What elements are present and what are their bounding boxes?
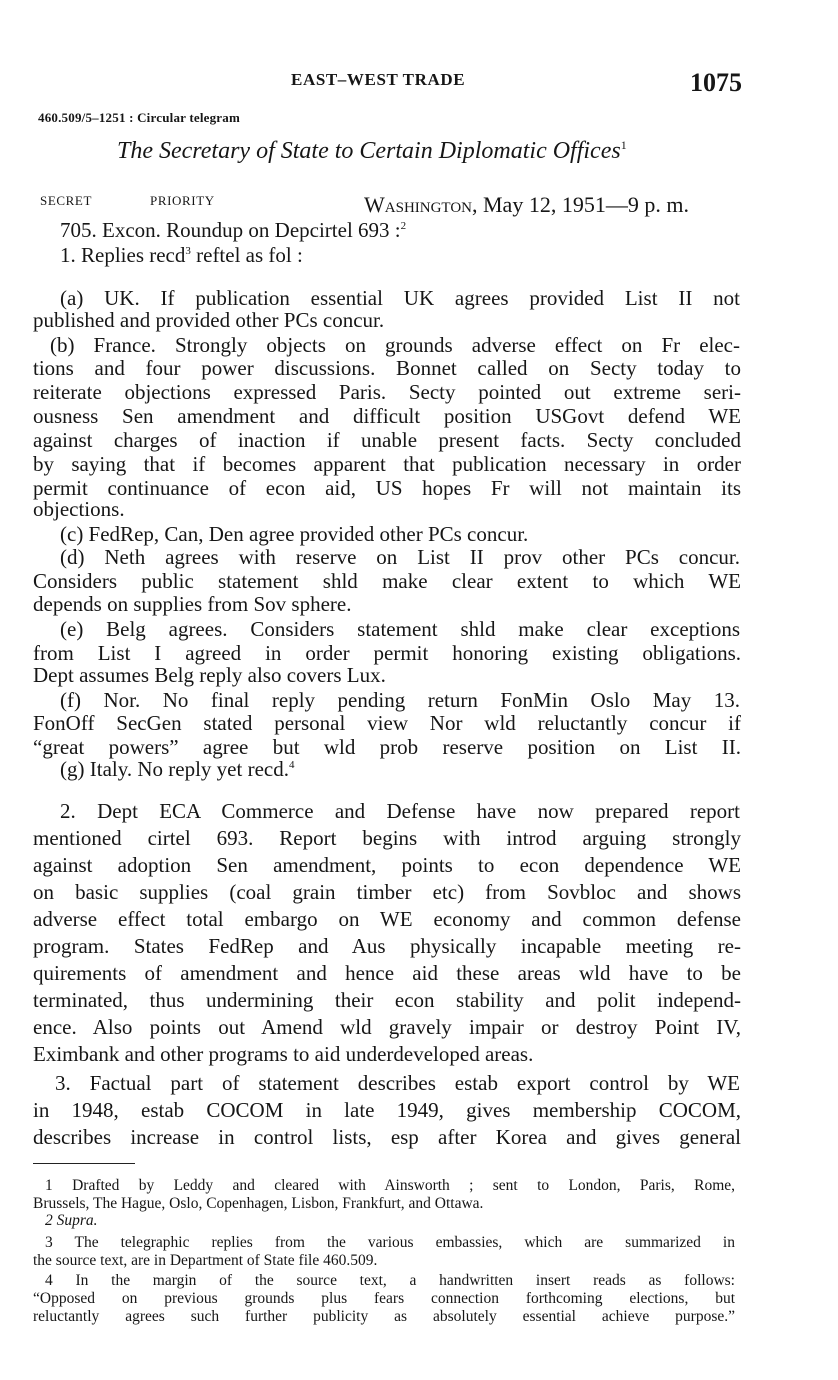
document-heading — [117, 138, 627, 165]
footnote-line: 4 In the margin of the source text, a handwritten insert reads as follows: — [45, 1272, 735, 1289]
body-line: terminated, thus undermining their econ stability and polit independ- — [33, 988, 741, 1012]
footnote-line: “Opposed on previous grounds plus fears connection forthcoming elections, but — [33, 1290, 735, 1307]
body-line: 2. Dept ECA Commerce and Defense have now prepared report — [60, 799, 740, 823]
page-number: 1075 — [690, 68, 742, 97]
body-line: on basic supplies (coal grain timber etc) from Sovbloc and shows — [33, 880, 741, 904]
footnote-line: 2 Supra. — [45, 1212, 98, 1229]
heading-text: The Secretary of State to Certain Diplomatic Offices — [117, 138, 621, 164]
body-line: objections. — [33, 497, 125, 521]
body-line: 705. Excon. Roundup on Depcirtel 693 :$^2$ — [60, 218, 407, 242]
priority-marking: PRIORITY — [150, 193, 215, 208]
body-line: mentioned cirtel 693. Report begins with introd arguing strongly — [33, 826, 741, 850]
body-line: 1. Replies recd$^3$ reftel as fol : — [60, 243, 303, 267]
body-line: (b) France. Strongly objects on grounds adverse effect on Fr elec- — [50, 333, 740, 357]
footnote-line: the source text, are in Department of State file 460.509. — [33, 1252, 378, 1269]
body-line: (g) Italy. No reply yet recd.$^4$ — [60, 757, 295, 781]
body-line: by saying that if becomes apparent that publication necessary in order — [33, 452, 741, 476]
body-line: program. States FedRep and Aus physically incapable meeting re- — [33, 934, 741, 958]
body-line: Dept assumes Belg reply also covers Lux. — [33, 663, 386, 687]
body-line: ousness Sen amendment and difficult position USGovt defend WE — [33, 404, 741, 428]
body-line: adverse effect total embargo on WE economy and common defense — [33, 907, 741, 931]
body-line: depends on supplies from Sov sphere. — [33, 592, 352, 616]
note-ref: 2 — [400, 220, 407, 232]
body-line: (c) FedRep, Can, Den agree provided other PCs concur. — [60, 522, 529, 546]
file-number: 460.509/5–1251 : Circular telegram — [38, 110, 241, 125]
body-line: reiterate objections expressed Paris. Secty pointed out extreme seri- — [33, 380, 741, 404]
footnote-line: 1 Drafted by Leddy and cleared with Ainsworth ; sent to London, Paris, Rome, — [45, 1177, 735, 1194]
body-line: 3. Factual part of statement describes estab export control by WE — [55, 1071, 740, 1095]
body-line: FonOff SecGen stated personal view Nor wld reluctantly concur if — [33, 711, 741, 735]
body-line: against adoption Sen amendment, points to econ dependence WE — [33, 853, 741, 877]
body-line: ence. Also points out Amend wld gravely impair or destroy Point IV, — [33, 1015, 741, 1039]
body-line: Eximbank and other programs to aid underdeveloped areas. — [33, 1042, 534, 1066]
body-line: from List I agreed in order permit honoring existing obligations. — [33, 641, 741, 665]
body-line: (a) UK. If publication essential UK agrees provided List II not — [60, 286, 740, 310]
body-line: published and provided other PCs concur. — [33, 308, 385, 332]
body-line: (d) Neth agrees with reserve on List II prov other PCs concur. — [60, 545, 740, 569]
classification: SECRET — [40, 193, 92, 208]
body-line: describes increase in control lists, esp after Korea and gives general — [33, 1125, 741, 1149]
footnote-line: Brussels, The Hague, Oslo, Copenhagen, Lisbon, Frankfurt, and Ottawa. — [33, 1195, 484, 1212]
dateline — [364, 192, 689, 218]
body-line: Considers public statement shld make clear extent to which WE — [33, 569, 741, 593]
footnote-rule — [33, 1163, 135, 1164]
body-line: in 1948, estab COCOM in late 1949, gives membership COCOM, — [33, 1098, 741, 1122]
body-line: quirements of amendment and hence aid these areas wld have to be — [33, 961, 741, 985]
body-line: “great powers” agree but wld prob reserve position on List II. — [33, 735, 741, 759]
place: Washington, — [364, 192, 478, 217]
date: May 12, 1951—9 p. m. — [483, 192, 689, 217]
footnote-line: reluctantly agrees such further publicity as absolutely essential achieve purpose.” — [33, 1308, 735, 1325]
body-line: (e) Belg agrees. Considers statement shld make clear exceptions — [60, 617, 740, 641]
body-line: permit continuance of econ aid, US hopes Fr will not maintain its — [33, 476, 741, 500]
body-line: against charges of inaction if unable present facts. Secty concluded — [33, 428, 741, 452]
body-line: (f) Nor. No final reply pending return FonMin Oslo May 13. — [60, 688, 740, 712]
footnote-line: 3 The telegraphic replies from the various embassies, which are summarized in — [45, 1234, 735, 1251]
note-ref: 3 — [185, 245, 191, 257]
running-title: EAST–WEST TRADE — [291, 70, 466, 89]
note-ref: 4 — [288, 759, 295, 771]
heading-note-ref: 1 — [620, 138, 627, 152]
body-line: tions and four power discussions. Bonnet called on Secty today to — [33, 356, 741, 380]
